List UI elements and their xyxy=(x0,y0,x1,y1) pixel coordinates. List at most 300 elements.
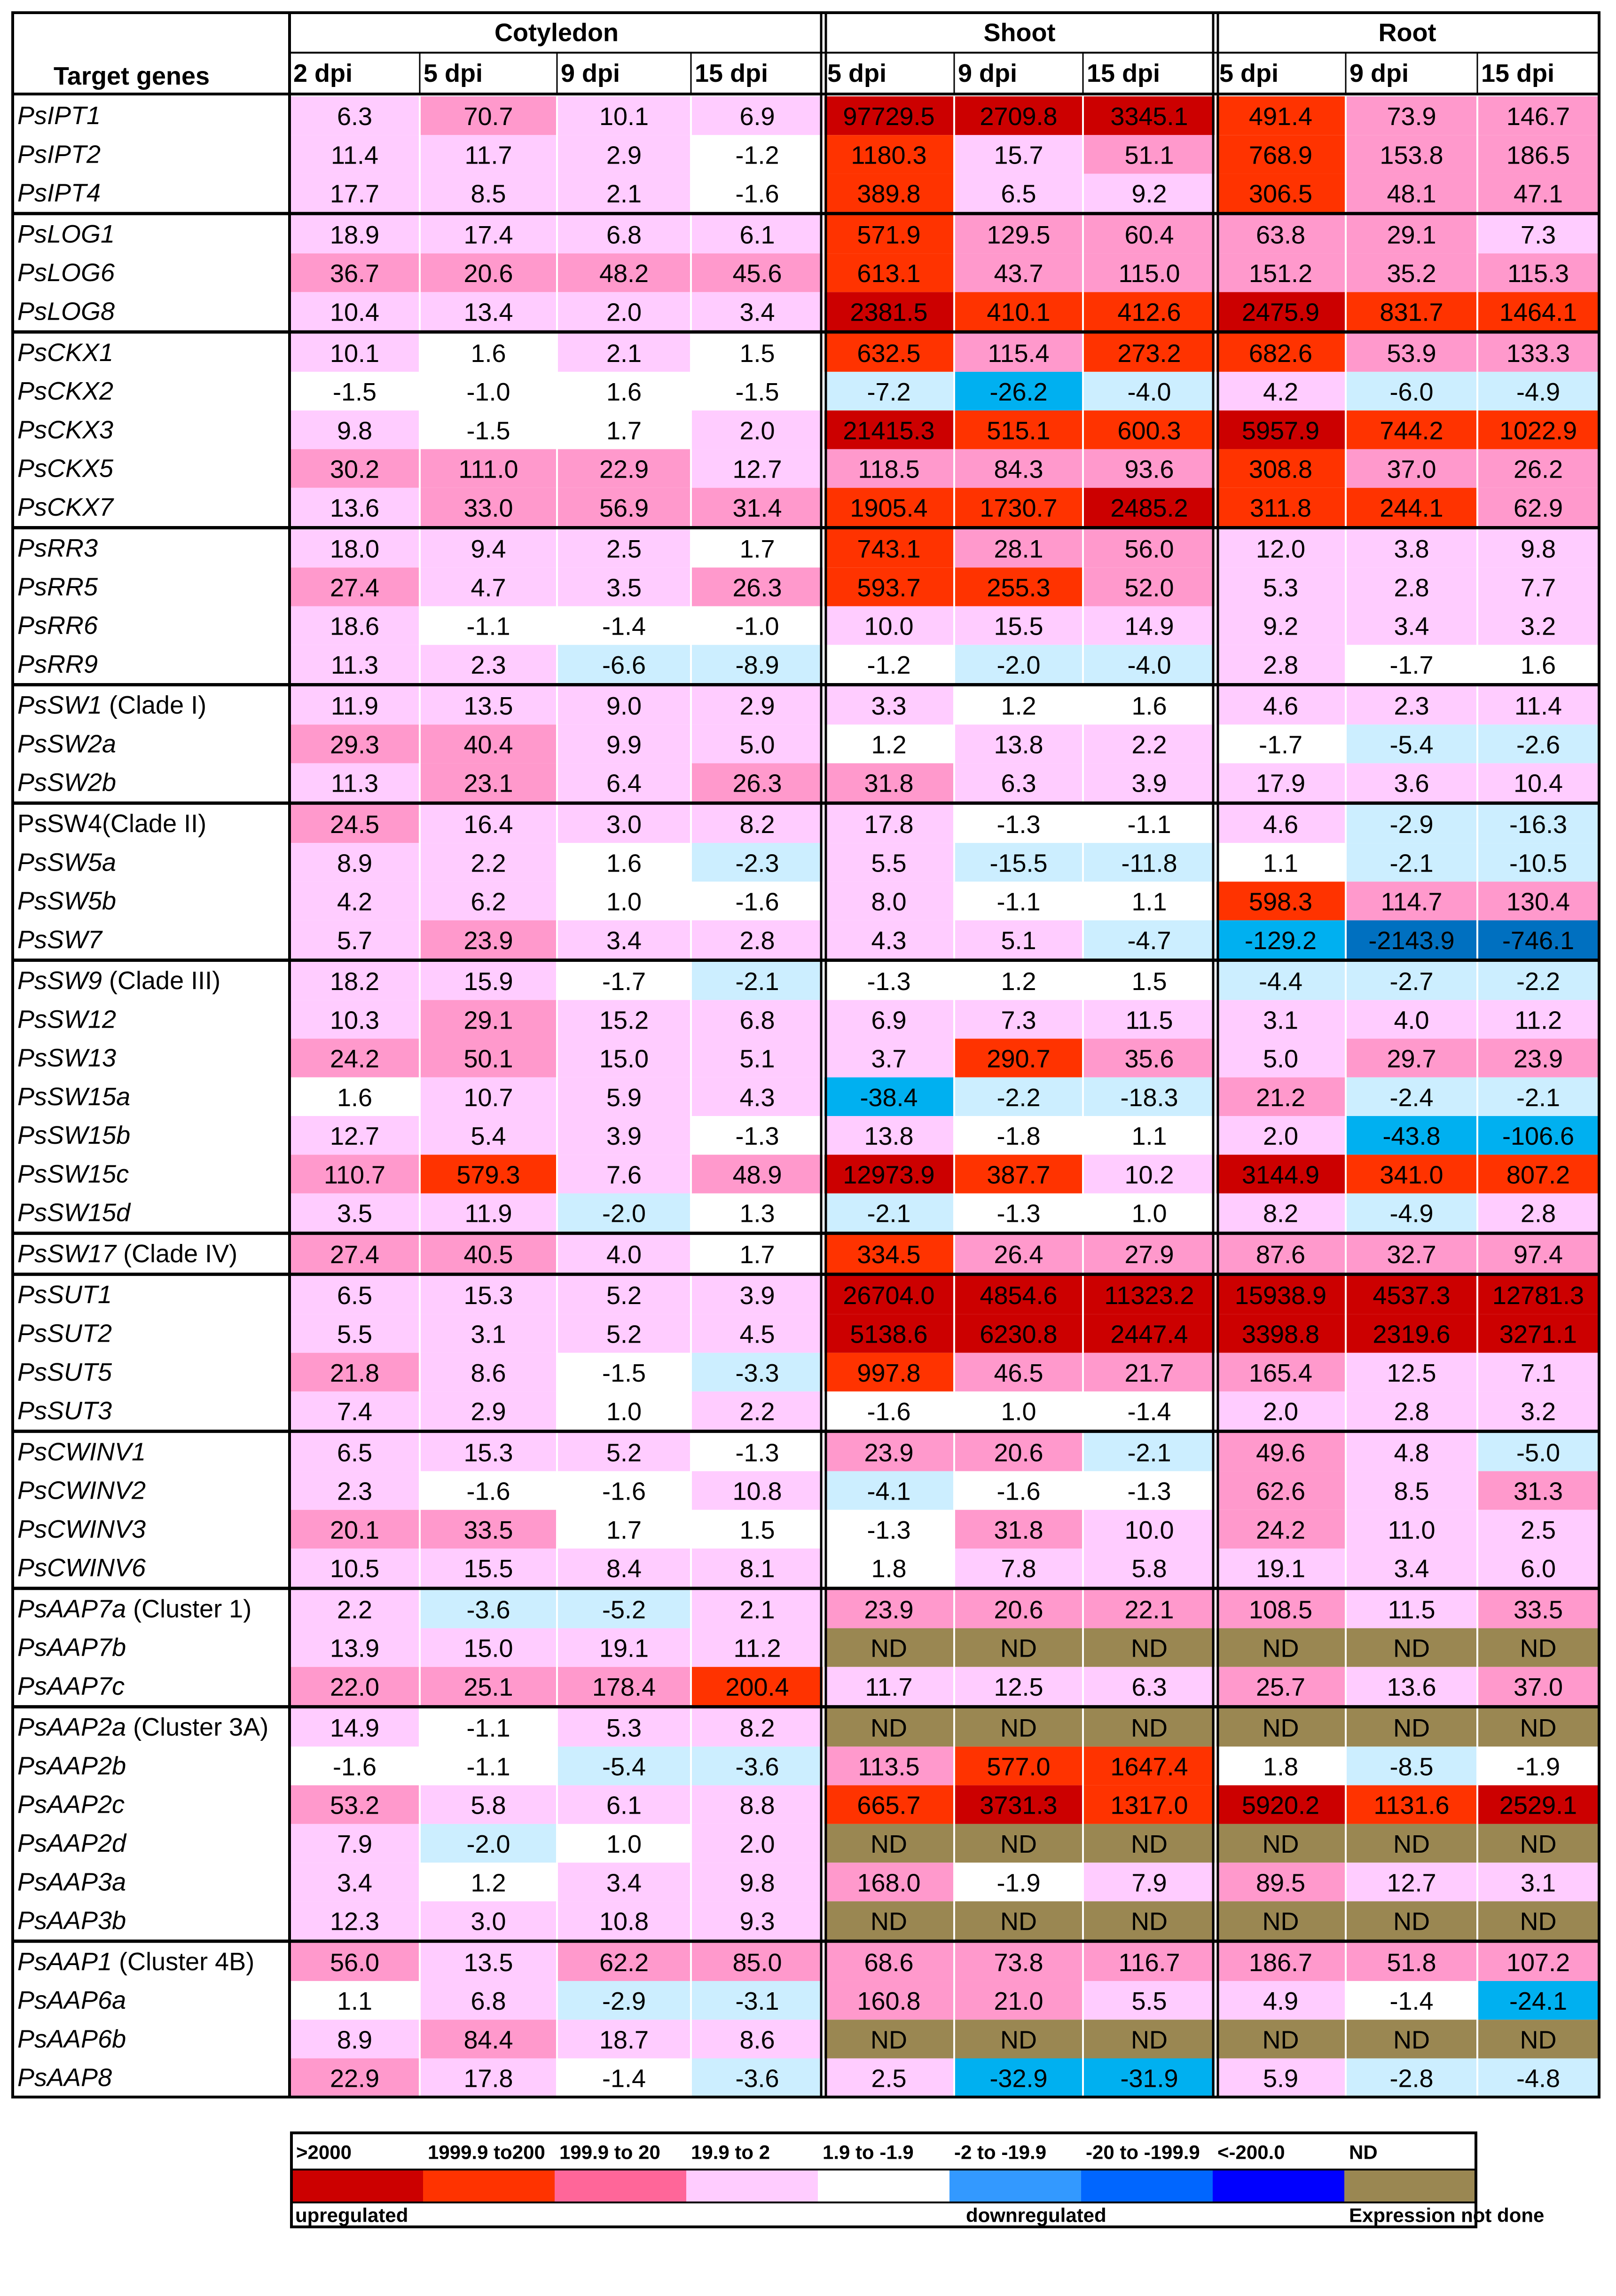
cell-value: ND xyxy=(1520,1907,1557,1936)
cell-value: 2.2 xyxy=(1131,731,1167,759)
cell-value: -4.7 xyxy=(1127,926,1171,955)
cell-value: 2.8 xyxy=(1394,574,1429,602)
legend-label: 19.9 to 2 xyxy=(691,2141,770,2163)
cell-value: 9.8 xyxy=(1520,535,1556,564)
gene-label xyxy=(17,416,113,444)
cell-value: -746.1 xyxy=(1502,926,1575,955)
cell-value: 334.5 xyxy=(857,1240,921,1269)
cell-value: -1.1 xyxy=(996,888,1041,916)
cell-value: 2381.5 xyxy=(850,298,928,327)
cell-value: 10.7 xyxy=(463,1083,513,1112)
cell-value: 3.4 xyxy=(1394,1555,1429,1583)
legend-swatch xyxy=(1344,2170,1476,2202)
cell-value: -106.6 xyxy=(1502,1122,1575,1151)
gene-name: PsCKX7 xyxy=(17,493,114,521)
gene-name: PsAAP3b xyxy=(17,1906,126,1935)
cell-value: 8.2 xyxy=(739,1714,775,1743)
cell-value: 46.5 xyxy=(994,1359,1043,1387)
cell-value: 6.2 xyxy=(471,888,506,916)
cell-value: -2.0 xyxy=(466,1830,510,1859)
cell-value: 2475.9 xyxy=(1241,298,1320,327)
gene-name: PsCKX3 xyxy=(17,416,114,444)
cell-value: 62.2 xyxy=(599,1948,649,1977)
day-header: 5 dpi xyxy=(1219,59,1279,87)
cell-value: 35.2 xyxy=(1387,259,1436,288)
cell-value: 2.1 xyxy=(739,1596,775,1624)
cell-value: 1.6 xyxy=(1131,692,1167,721)
cell-value: 2.8 xyxy=(1394,1398,1429,1426)
cell-value: 5.7 xyxy=(337,926,373,955)
cell-value: 11.5 xyxy=(1388,1596,1436,1624)
cell-value: 19.1 xyxy=(1255,1555,1306,1583)
legend-label: -2 to -19.9 xyxy=(954,2141,1047,2163)
cell-value: 48.2 xyxy=(599,259,649,288)
cell-value: 5.0 xyxy=(739,731,775,759)
cell-value: 93.6 xyxy=(1124,455,1174,484)
color-legend xyxy=(291,2133,1544,2227)
cell-value: 29.1 xyxy=(1387,220,1436,249)
legend-nd: Expression not done xyxy=(1349,2204,1545,2226)
cell-value: 26.4 xyxy=(994,1240,1043,1269)
tissue-header: Cotyledon xyxy=(494,18,619,47)
legend-label: >2000 xyxy=(296,2141,352,2163)
cell-value: 3345.1 xyxy=(1110,102,1188,131)
cell-value: 26.2 xyxy=(1513,455,1563,484)
cell-value: 3.0 xyxy=(606,810,642,839)
cell-value: 11.4 xyxy=(330,141,379,170)
gene-label xyxy=(17,455,114,483)
legend-swatch xyxy=(555,2170,686,2202)
cell-value: 5.9 xyxy=(606,1083,642,1112)
cell-value: 3.4 xyxy=(337,1869,373,1897)
cell-value: 2.5 xyxy=(871,2064,907,2093)
cell-value: 8.9 xyxy=(337,2026,373,2054)
cell-value: 2.0 xyxy=(1263,1122,1299,1151)
cell-value: 133.3 xyxy=(1506,339,1570,368)
cell-value: 6.3 xyxy=(1131,1673,1167,1701)
cell-value: 6.8 xyxy=(606,220,642,249)
cell-value: 7.9 xyxy=(337,1830,373,1859)
cell-value: 108.5 xyxy=(1248,1596,1313,1624)
cell-value: 1.7 xyxy=(606,1516,642,1544)
gene-name: PsCKX2 xyxy=(17,377,114,406)
gene-name: PsRR9 xyxy=(17,650,98,678)
gene-name: PsAAP8 xyxy=(17,2063,112,2092)
gene-clade: (Clade II) xyxy=(102,809,207,838)
gene-label xyxy=(17,102,101,130)
cell-value: 14.9 xyxy=(1124,612,1174,641)
gene-name: PsSUT5 xyxy=(17,1358,112,1386)
cell-value: 3271.1 xyxy=(1499,1320,1577,1349)
cell-value: 15.3 xyxy=(463,1439,513,1467)
cell-value: 1.6 xyxy=(1520,651,1556,679)
cell-value: 12.5 xyxy=(1387,1359,1436,1387)
gene-name: PsSW2b xyxy=(17,768,117,797)
gene-name: PsIPT2 xyxy=(17,140,101,169)
cell-value: 12973.9 xyxy=(843,1161,935,1189)
gene-label xyxy=(17,1199,131,1227)
cell-value: 15.5 xyxy=(994,612,1043,641)
cell-value: 2.5 xyxy=(1520,1516,1556,1544)
cell-value: 68.6 xyxy=(864,1948,914,1977)
cell-value: 4.2 xyxy=(1263,378,1299,407)
cell-value: 30.2 xyxy=(329,455,380,484)
cell-value: 85.0 xyxy=(732,1948,782,1977)
cell-value: ND xyxy=(871,1830,907,1859)
legend-label: 1999.9 to200 xyxy=(428,2141,545,2163)
gene-name: PsRR5 xyxy=(17,573,98,601)
cell-value: ND xyxy=(1393,1714,1430,1743)
gene-name: PsSW13 xyxy=(17,1044,117,1072)
legend-upregulated: upregulated xyxy=(295,2204,408,2226)
gene-name: PsSW5b xyxy=(17,887,117,915)
cell-value: 244.1 xyxy=(1380,494,1443,522)
cell-value: 3.0 xyxy=(471,1907,506,1936)
cell-value: 1.0 xyxy=(1131,1199,1167,1228)
cell-value: 571.9 xyxy=(857,220,921,249)
cell-value: 28.1 xyxy=(994,535,1043,564)
cell-value: ND xyxy=(1131,1714,1168,1743)
gene-clade: (Clade III) xyxy=(102,967,221,995)
cell-value: -1.4 xyxy=(602,612,646,641)
cell-value: -1.3 xyxy=(735,1439,779,1467)
cell-value: 12.3 xyxy=(329,1907,380,1936)
cell-value: 27.4 xyxy=(329,574,380,602)
cell-value: 8.9 xyxy=(337,849,373,878)
cell-value: -1.7 xyxy=(602,967,646,996)
cell-value: 2.2 xyxy=(337,1596,373,1624)
day-header: 2 dpi xyxy=(293,59,353,87)
cell-value: 2.2 xyxy=(739,1398,775,1426)
cell-value: -1.1 xyxy=(466,612,510,641)
cell-value: 160.8 xyxy=(857,1987,921,2016)
cell-value: ND xyxy=(1000,1830,1037,1859)
cell-value: 410.1 xyxy=(987,298,1051,327)
cell-value: 3.2 xyxy=(1520,1398,1556,1426)
cell-value: 491.4 xyxy=(1248,102,1313,131)
cell-value: 116.7 xyxy=(1118,1948,1180,1977)
cell-value: ND xyxy=(1262,1714,1299,1743)
gene-label xyxy=(17,1554,146,1582)
gene-label xyxy=(17,1907,126,1935)
gene-name: PsSW2a xyxy=(17,730,117,758)
cell-value: 13.9 xyxy=(329,1634,380,1663)
cell-value: 2.2 xyxy=(471,849,506,878)
gene-name: PsSW15a xyxy=(17,1082,131,1111)
cell-value: 129.5 xyxy=(987,220,1051,249)
cell-value: -5.4 xyxy=(602,1753,646,1781)
gene-name: PsSW5a xyxy=(17,848,117,877)
cell-value: -6.6 xyxy=(602,651,646,679)
cell-value: ND xyxy=(1000,1907,1037,1936)
cell-value: 8.5 xyxy=(1394,1477,1429,1506)
legend-label: -20 to -199.9 xyxy=(1086,2141,1200,2163)
cell-value: ND xyxy=(1262,1830,1299,1859)
gene-label xyxy=(17,1672,125,1700)
gene-label xyxy=(17,1986,126,2014)
cell-value: 15.3 xyxy=(463,1282,513,1310)
cell-value: -2.1 xyxy=(735,967,779,996)
cell-value: 11.9 xyxy=(464,1199,512,1228)
cell-value: 2.1 xyxy=(606,339,642,368)
cell-value: 45.6 xyxy=(732,259,782,288)
cell-value: 2.8 xyxy=(739,926,775,955)
gene-name: PsSW1 xyxy=(17,691,102,720)
cell-value: -2.2 xyxy=(996,1083,1041,1112)
cell-value: 18.9 xyxy=(329,220,380,249)
cell-value: 389.8 xyxy=(857,180,921,208)
cell-value: 153.8 xyxy=(1380,141,1443,170)
cell-value: 27.4 xyxy=(329,1240,380,1269)
cell-value: 15.9 xyxy=(463,967,513,996)
day-header: 15 dpi xyxy=(1481,59,1555,87)
cell-value: -2.9 xyxy=(602,1987,646,2016)
cell-value: 1.8 xyxy=(1263,1753,1299,1781)
cell-value: 5.2 xyxy=(606,1439,642,1467)
cell-value: 665.7 xyxy=(857,1791,921,1820)
cell-value: 579.3 xyxy=(456,1161,520,1189)
gene-name: PsIPT1 xyxy=(17,102,101,130)
cell-value: 31.8 xyxy=(994,1516,1043,1544)
cell-value: 52.0 xyxy=(1124,574,1174,602)
cell-value: 70.7 xyxy=(463,102,513,131)
cell-value: 12.7 xyxy=(1387,1869,1436,1897)
legend-downregulated: downregulated xyxy=(966,2204,1106,2226)
cell-value: 7.4 xyxy=(337,1398,373,1426)
gene-name: PsIPT4 xyxy=(17,179,101,207)
gene-label xyxy=(17,926,103,954)
gene-label xyxy=(17,1397,112,1425)
cell-value: -1.1 xyxy=(466,1753,510,1781)
gene-name: PsAAP7b xyxy=(17,1633,126,1662)
cell-value: 23.9 xyxy=(864,1596,914,1624)
cell-value: 1.0 xyxy=(606,888,642,916)
cell-value: 600.3 xyxy=(1117,417,1181,445)
cell-value: -4.8 xyxy=(1516,2064,1561,2093)
legend-label: 1.9 to -1.9 xyxy=(823,2141,914,2163)
cell-value: 5.2 xyxy=(606,1320,642,1349)
tissue-header: Shoot xyxy=(983,18,1056,47)
cell-value: 387.7 xyxy=(987,1161,1051,1189)
cell-value: 2.1 xyxy=(606,180,642,208)
gene-name: PsAAP6a xyxy=(17,1986,126,2015)
cell-value: 23.9 xyxy=(864,1439,914,1467)
cell-value: 2.3 xyxy=(471,651,506,679)
cell-value: -2.1 xyxy=(1516,1083,1561,1112)
cell-value: 1022.9 xyxy=(1499,417,1577,445)
cell-value: 5.4 xyxy=(471,1122,506,1151)
cell-value: -2.4 xyxy=(1389,1083,1434,1112)
cell-value: -8.5 xyxy=(1389,1753,1434,1781)
cell-value: 831.7 xyxy=(1380,298,1443,327)
gene-label xyxy=(17,612,98,640)
cell-value: 60.4 xyxy=(1124,220,1174,249)
gene-label xyxy=(17,220,115,248)
gene-name: PsLOG6 xyxy=(17,259,115,287)
cell-value: 6.9 xyxy=(739,102,775,131)
cell-value: -4.1 xyxy=(867,1477,911,1506)
cell-value: -1.4 xyxy=(1127,1398,1171,1426)
gene-name: PsSW15b xyxy=(17,1121,131,1150)
cell-value: 1464.1 xyxy=(1499,298,1577,327)
cell-value: 4.9 xyxy=(1263,1987,1299,2016)
cell-value: -1.3 xyxy=(867,1516,911,1544)
gene-label xyxy=(17,967,220,995)
cell-value: 1.2 xyxy=(871,731,907,759)
cell-value: 8.8 xyxy=(739,1791,775,1820)
cell-value: 11.5 xyxy=(1125,1006,1173,1035)
cell-value: 5.3 xyxy=(606,1714,642,1743)
cell-value: 14.9 xyxy=(329,1714,380,1743)
cell-value: 32.7 xyxy=(1387,1240,1436,1269)
cell-value: -2.9 xyxy=(1389,810,1434,839)
cell-value: -2.1 xyxy=(1127,1439,1171,1467)
cell-value: 23.9 xyxy=(1513,1045,1563,1073)
cell-value: 20.6 xyxy=(463,259,513,288)
cell-value: 2709.8 xyxy=(980,102,1058,131)
cell-value: ND xyxy=(1262,1907,1299,1936)
cell-value: 3.1 xyxy=(1263,1006,1299,1035)
cell-value: 15.7 xyxy=(994,141,1043,170)
cell-value: 186.7 xyxy=(1248,1948,1313,1977)
gene-clade: (Clade IV) xyxy=(116,1239,238,1268)
cell-value: 273.2 xyxy=(1117,339,1181,368)
gene-label xyxy=(17,1160,129,1188)
legend-swatch xyxy=(1213,2170,1344,2202)
legend-swatch xyxy=(818,2170,949,2202)
cell-value: 146.7 xyxy=(1506,102,1570,131)
cell-value: 11.3 xyxy=(330,769,379,798)
cell-value: 53.2 xyxy=(329,1791,380,1820)
cell-value: 37.0 xyxy=(1387,455,1436,484)
cell-value: 12.0 xyxy=(1255,535,1306,564)
cell-value: -5.0 xyxy=(1516,1439,1561,1467)
gene-name: PsAAP2c xyxy=(17,1790,125,1819)
cell-value: 632.5 xyxy=(857,339,921,368)
gene-name: PsCWINV3 xyxy=(17,1515,146,1543)
cell-value: -1.2 xyxy=(867,651,911,679)
cell-value: 4.0 xyxy=(1394,1006,1429,1035)
gene-label xyxy=(17,1752,126,1780)
cell-value: ND xyxy=(1520,1714,1557,1743)
cell-value: 26704.0 xyxy=(843,1282,935,1310)
cell-value: 6.5 xyxy=(1001,180,1036,208)
cell-value: 5.5 xyxy=(871,849,907,878)
cell-value: 31.3 xyxy=(1513,1477,1563,1506)
cell-value: 4.7 xyxy=(471,574,506,602)
cell-value: 6.5 xyxy=(337,1439,373,1467)
gene-label xyxy=(17,2064,112,2092)
cell-value: 9.8 xyxy=(337,417,373,445)
gene-name: PsAAP2a xyxy=(17,1713,126,1742)
cell-value: 2.5 xyxy=(606,535,642,564)
cell-value: 4.3 xyxy=(871,926,907,955)
gene-label xyxy=(17,377,113,405)
cell-value: 8.1 xyxy=(739,1555,775,1583)
cell-value: -4.9 xyxy=(1389,1199,1434,1228)
cell-value: ND xyxy=(1520,1634,1557,1663)
legend-label: <-200.0 xyxy=(1217,2141,1285,2163)
cell-value: 4.6 xyxy=(1263,692,1299,721)
cell-value: -4.9 xyxy=(1516,378,1561,407)
cell-value: 290.7 xyxy=(987,1045,1051,1073)
cell-value: 3.9 xyxy=(739,1282,775,1310)
gene-name: PsSUT2 xyxy=(17,1319,112,1348)
gene-name: PsRR3 xyxy=(17,534,98,563)
cell-value: 11.2 xyxy=(733,1634,781,1663)
cell-value: 21415.3 xyxy=(843,417,935,445)
cell-value: 6.3 xyxy=(1001,769,1036,798)
day-header: 15 dpi xyxy=(695,59,769,87)
cell-value: 13.4 xyxy=(463,298,513,327)
gene-name: PsAAP1 xyxy=(17,1947,112,1976)
cell-value: 2.3 xyxy=(337,1477,373,1506)
cell-value: ND xyxy=(1262,2026,1299,2054)
cell-value: -10.5 xyxy=(1509,849,1568,878)
gene-name: PsAAP7a xyxy=(17,1595,126,1623)
cell-value: ND xyxy=(1131,1830,1168,1859)
cell-value: 23.1 xyxy=(463,769,513,798)
cell-value: 2.0 xyxy=(739,417,775,445)
cell-value: 2.8 xyxy=(1263,651,1299,679)
cell-value: 2.0 xyxy=(606,298,642,327)
gene-clade: (Cluster 4B) xyxy=(112,1947,255,1976)
cell-value: 7.1 xyxy=(1520,1359,1556,1387)
gene-label xyxy=(17,1791,125,1819)
cell-value: 50.1 xyxy=(463,1045,513,1073)
cell-value: -3.6 xyxy=(735,2064,779,2093)
cell-value: 1.0 xyxy=(606,1830,642,1859)
cell-value: -1.6 xyxy=(867,1398,911,1426)
cell-value: 20.1 xyxy=(329,1516,380,1544)
cell-value: ND xyxy=(1520,1830,1557,1859)
cell-value: -1.5 xyxy=(466,417,510,445)
cell-value: 11.2 xyxy=(1514,1006,1562,1035)
cell-value: 16.4 xyxy=(463,810,513,839)
cell-value: 18.0 xyxy=(329,535,380,564)
cell-value: 47.1 xyxy=(1513,180,1563,208)
cell-value: 8.6 xyxy=(471,1359,506,1387)
cell-value: 151.2 xyxy=(1248,259,1313,288)
cell-value: 6.9 xyxy=(871,1006,907,1035)
cell-value: 24.5 xyxy=(329,810,380,839)
gene-label xyxy=(17,493,114,521)
cell-value: 10.4 xyxy=(1513,769,1563,798)
cell-value: -3.6 xyxy=(735,1753,779,1781)
cell-value: -1.0 xyxy=(735,612,779,641)
cell-value: 3.9 xyxy=(1131,769,1167,798)
cell-value: -1.4 xyxy=(1389,1987,1434,2016)
cell-value: 17.8 xyxy=(463,2064,513,2093)
cell-value: -2.2 xyxy=(1516,967,1561,996)
cell-value: 20.6 xyxy=(994,1596,1043,1624)
cell-value: 130.4 xyxy=(1506,888,1570,916)
cell-value: -38.4 xyxy=(860,1083,918,1112)
cell-value: 73.9 xyxy=(1387,102,1436,131)
cell-value: 7.3 xyxy=(1520,220,1556,249)
gene-label xyxy=(17,1868,126,1896)
gene-label xyxy=(17,810,206,838)
day-header: 9 dpi xyxy=(561,59,620,87)
cell-value: 6.4 xyxy=(606,769,642,798)
cell-value: ND xyxy=(871,1907,907,1936)
cell-value: -1.6 xyxy=(735,180,779,208)
cell-value: 25.7 xyxy=(1255,1673,1306,1701)
legend-swatch xyxy=(291,2170,423,2202)
gene-name: PsCWINV2 xyxy=(17,1476,146,1505)
cell-value: 412.6 xyxy=(1117,298,1181,327)
cell-value: 5957.9 xyxy=(1241,417,1320,445)
